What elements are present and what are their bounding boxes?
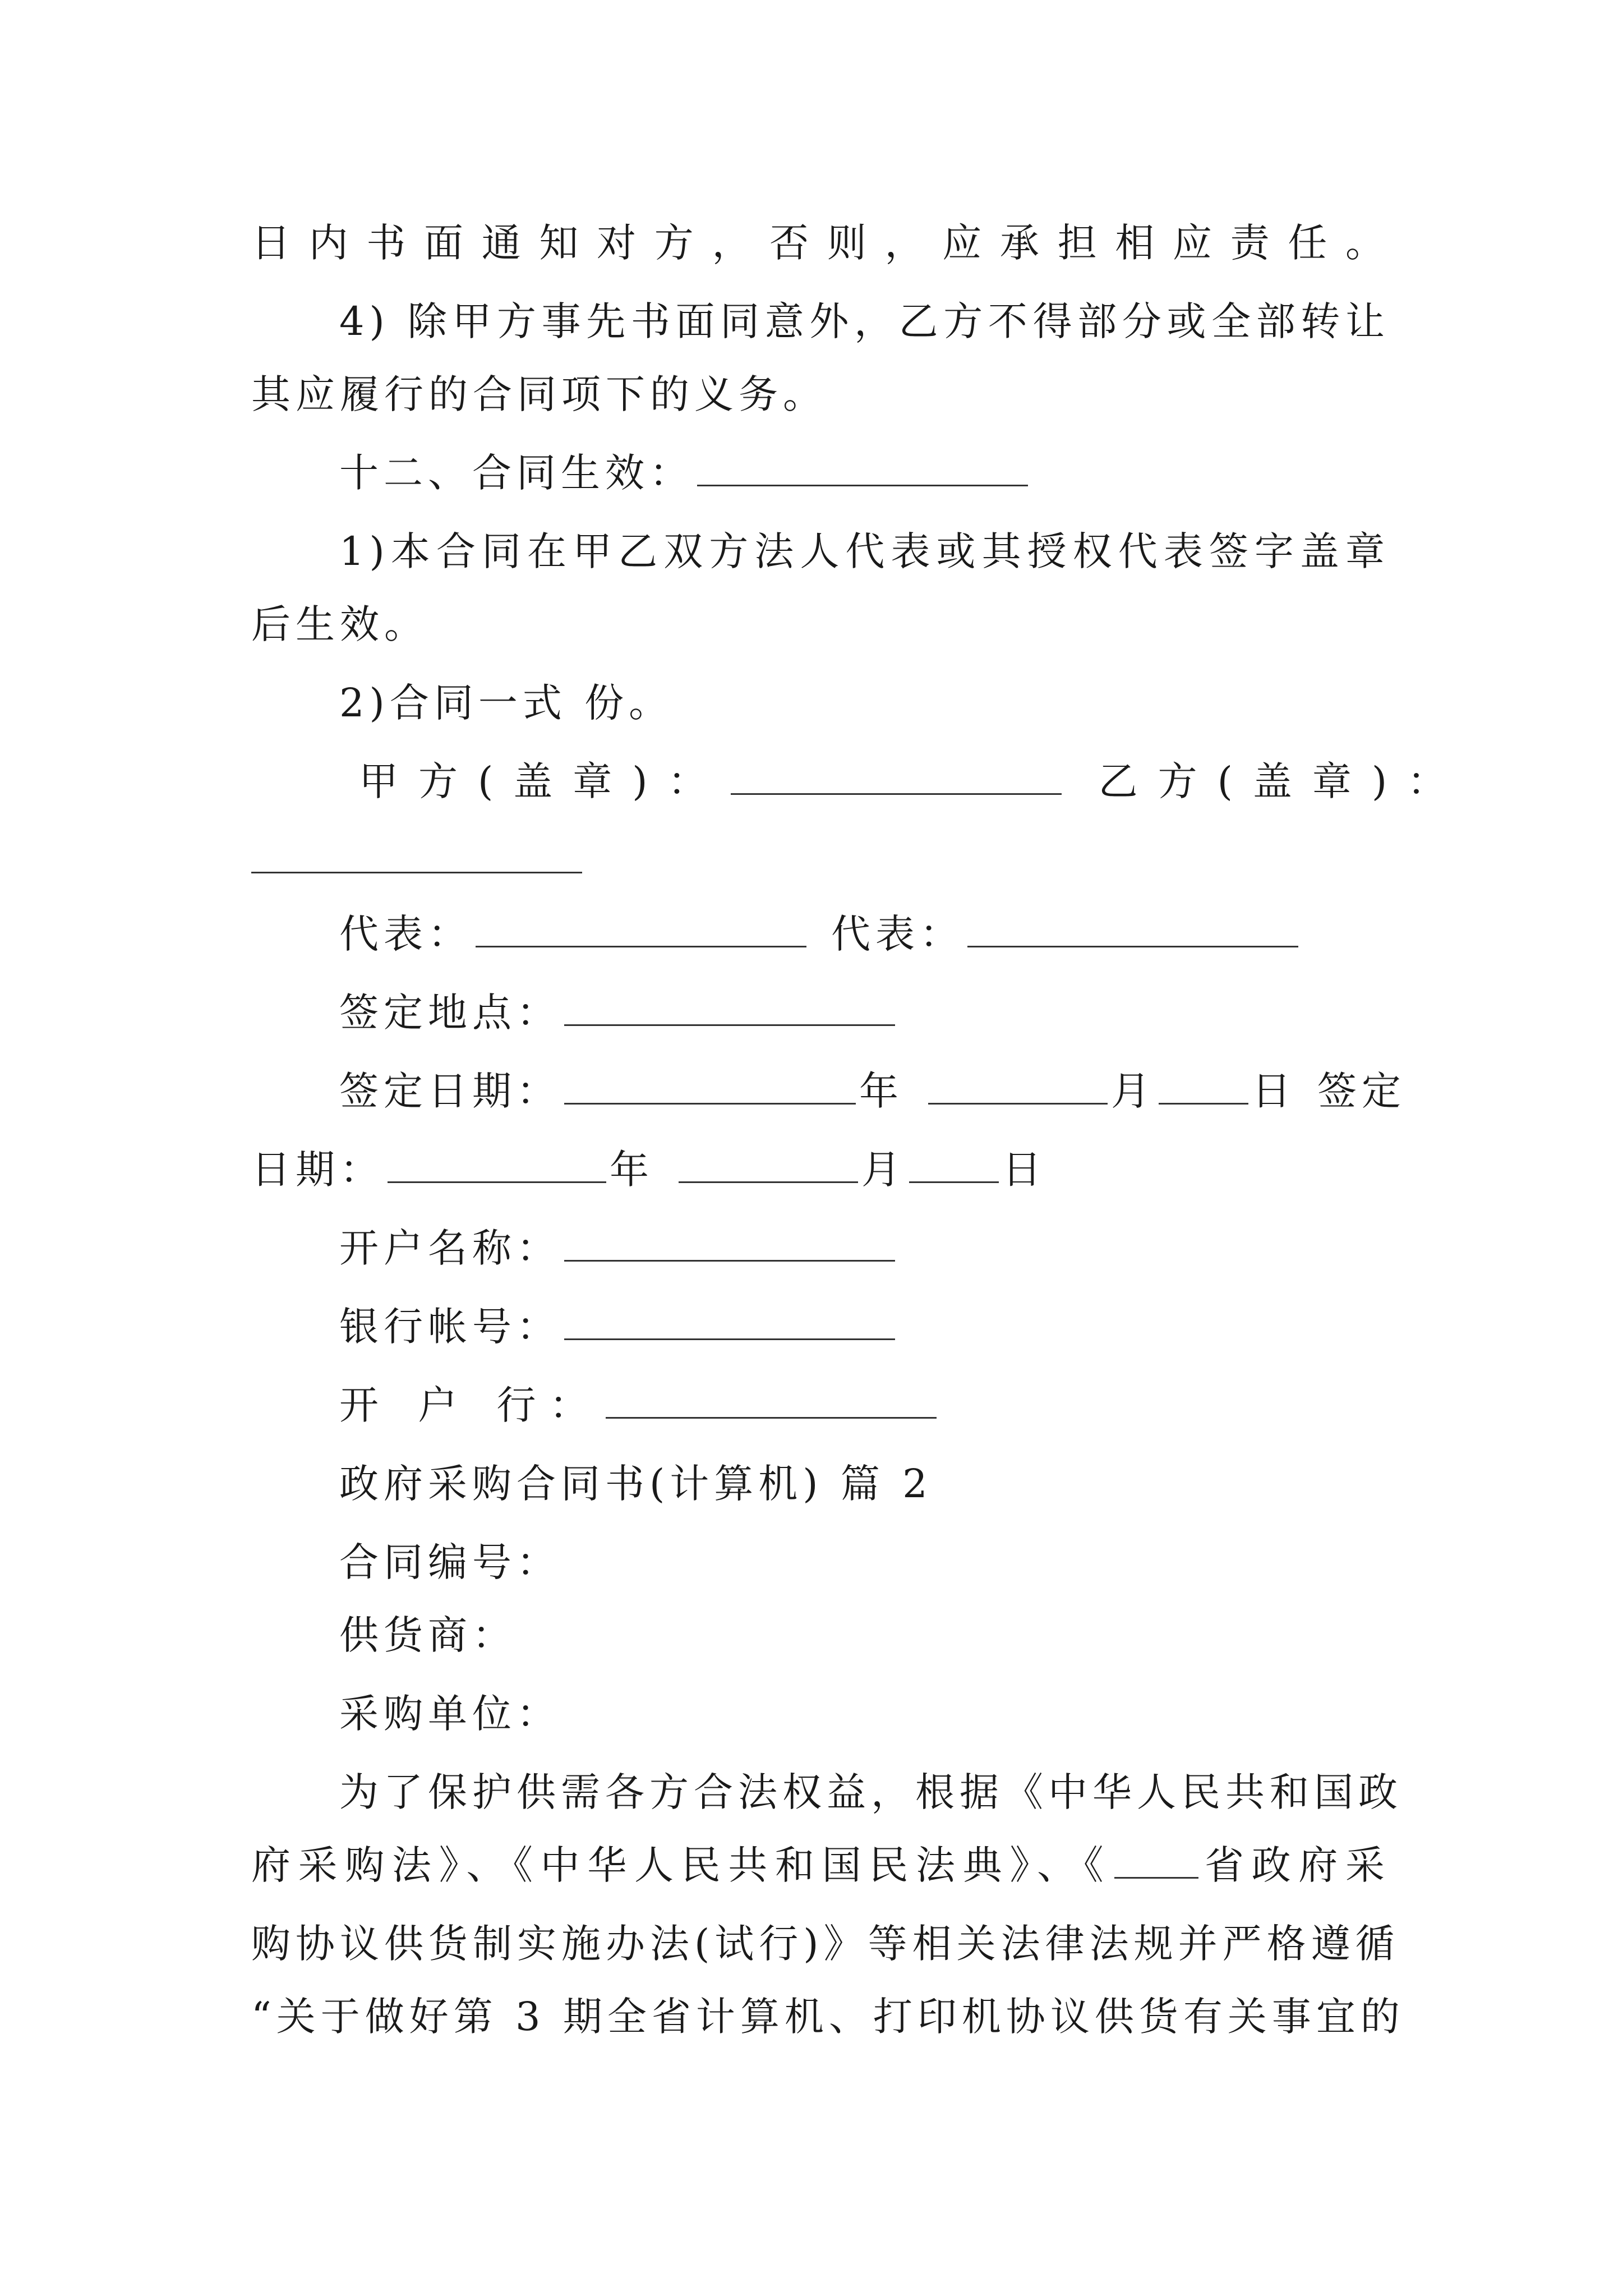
purchaser-line: 采购单位： (339, 1691, 561, 1737)
fill-blank (1114, 1838, 1198, 1879)
fill-blank (606, 1378, 937, 1419)
bank-label: 开 户 行： (339, 1382, 602, 1428)
text-line (251, 829, 1390, 891)
party-b-representative-label: 代表： (831, 911, 964, 957)
contract-number-line: 合同编号： (339, 1539, 561, 1585)
signature-party-line (359, 751, 1467, 812)
year-label: 年 (610, 1147, 654, 1193)
fill-blank (476, 907, 806, 947)
fill-blank (564, 1221, 895, 1262)
fill-blank (564, 1064, 856, 1105)
text-line: 4) 除甲方事先书面同意外，乙方不得部分或全部转让 (339, 298, 1390, 344)
fill-blank (1159, 1064, 1248, 1105)
date-label: 日期： (251, 1147, 384, 1193)
day-label: 日 (1252, 1068, 1296, 1114)
signing-date-label: 签定日期： (339, 1068, 561, 1114)
text-line: 购协议供货制实施办法(试行)》等相关法律法规并严格遵循 (251, 1921, 1400, 1967)
bank-account-label: 银行帐号： (339, 1304, 561, 1350)
fill-blank (697, 445, 1028, 486)
signing-date-line (251, 1139, 1390, 1200)
text-line: 其应履行的合同项下的义务。 (251, 371, 827, 417)
fill-blank (967, 907, 1298, 947)
fill-blank (909, 1142, 999, 1183)
fill-blank (251, 832, 582, 873)
text-line: 为了保护供需各方合法权益，根据《中华人民共和国政 (339, 1769, 1403, 1815)
month-label: 月 (1111, 1068, 1155, 1114)
fill-blank (928, 1064, 1108, 1105)
bank-line (339, 1374, 1390, 1436)
fill-blank (679, 1142, 858, 1183)
year-label: 年 (859, 1068, 903, 1114)
account-name-label: 开户名称： (339, 1225, 561, 1271)
fill-blank (564, 1299, 895, 1340)
bank-account-line (339, 1296, 1390, 1358)
text-line (339, 442, 1390, 504)
text-line: 2)合同一式 份。 (339, 680, 674, 726)
text-line (251, 1834, 1390, 1896)
signing-place-label: 签定地点： (339, 990, 561, 1036)
signing-date-line (339, 1060, 1406, 1122)
text-line: 1)本合同在甲乙双方法人代表或其授权代表签字盖章 (339, 528, 1390, 574)
text-line: 日内书面通知对方，否则，应承担相应责任。 (251, 220, 1390, 266)
supplier-line: 供货商： (339, 1612, 517, 1658)
party-a-representative-label: 代表： (339, 911, 472, 957)
text-segment: 府采购法》、《中华人民共和国民法典》、《 (251, 1842, 1112, 1888)
month-label: 月 (861, 1147, 906, 1193)
day-label: 日 (1002, 1147, 1046, 1193)
fill-blank (564, 985, 895, 1026)
text-segment: 省政府采 (1202, 1842, 1390, 1888)
signing-place-line (339, 982, 1390, 1043)
representative-line (339, 903, 1390, 965)
text-line: 后生效。 (251, 601, 428, 647)
signing-label: 签定 (1317, 1068, 1406, 1114)
fill-blank (388, 1142, 606, 1183)
party-a-seal-label: 甲方(盖章)： (359, 758, 727, 804)
section-title: 政府采购合同书(计算机) 篇 2 (339, 1461, 933, 1507)
party-b-seal-label: 乙方(盖章)： (1098, 758, 1467, 804)
section-heading: 十二、合同生效： (339, 450, 694, 496)
fill-blank (731, 754, 1062, 795)
text-line: “关于做好第 3 期全省计算机、打印机协议供货有关事宜的 (251, 1994, 1405, 2040)
account-name-line (339, 1217, 1390, 1279)
